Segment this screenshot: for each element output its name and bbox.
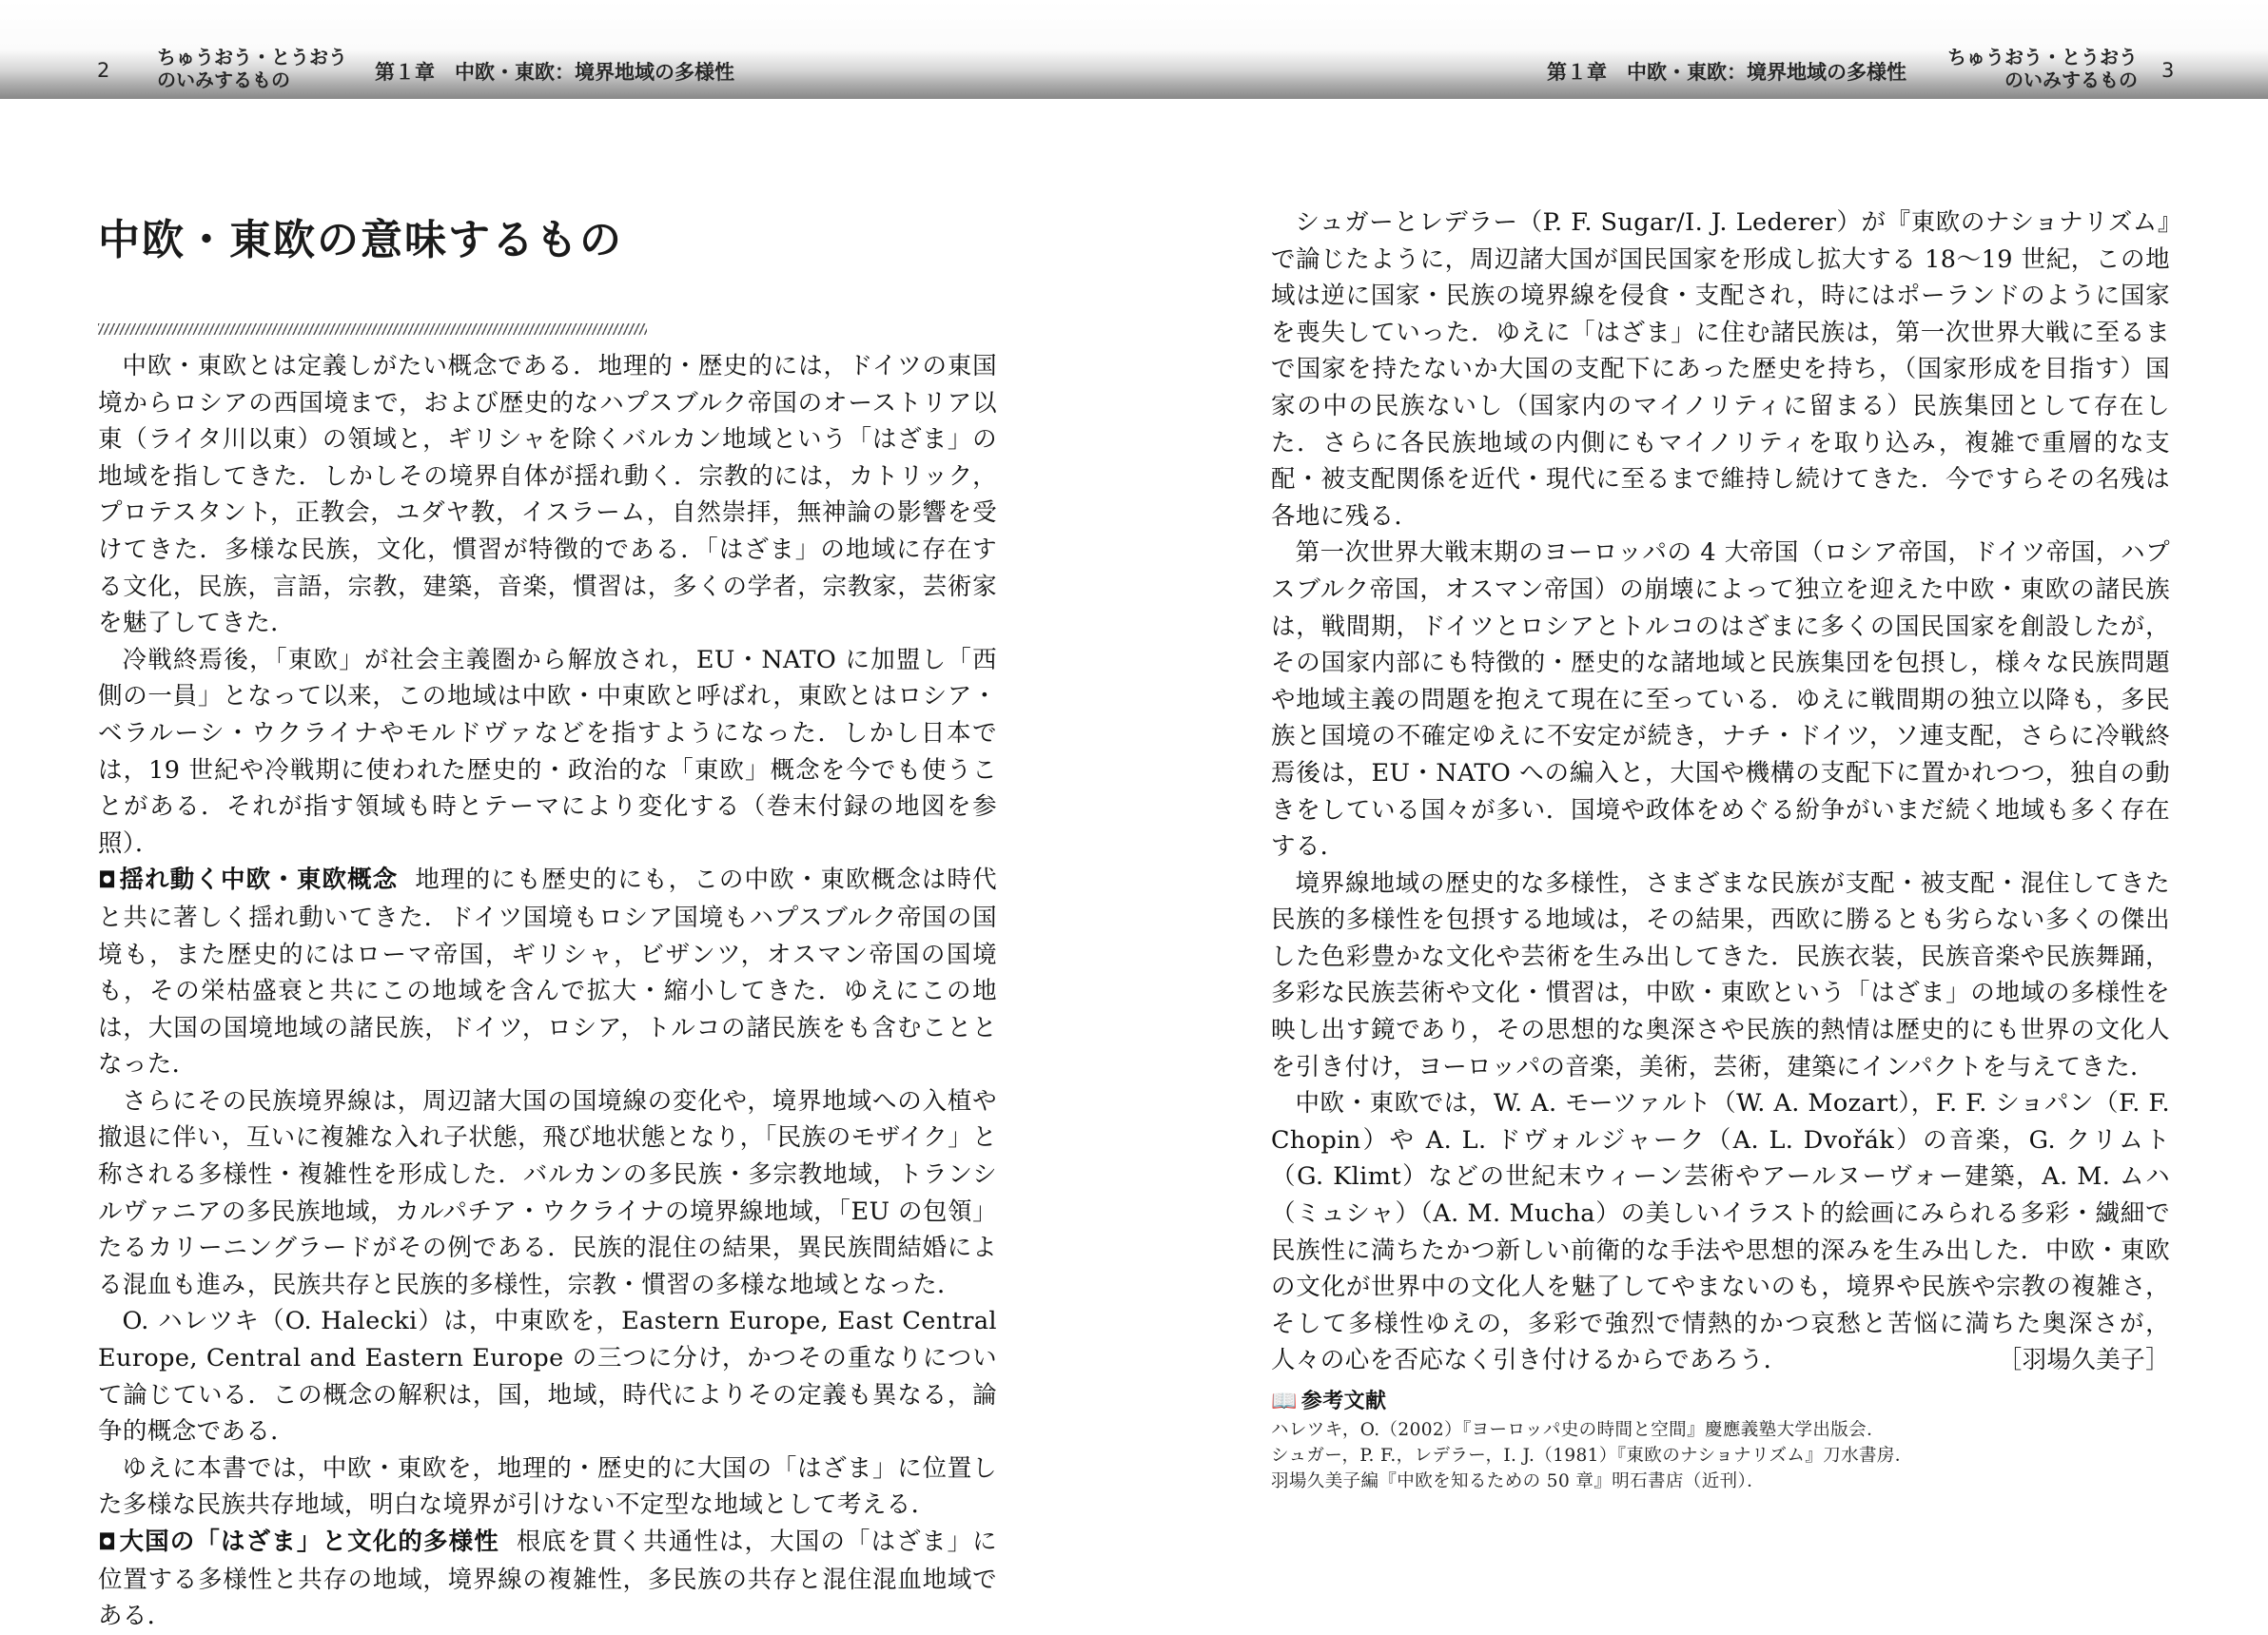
- section-1-heading: [98, 866, 398, 894]
- right-paragraph-3: 境界線地域の歴史的な多様性，さまざまな民族が支配・被支配・混住してきた民族的多様性を包摂する地域は，その結果，西欧に勝るとも劣らない多くの傑出した色彩豊かな文化や芸術を生み出してきた．民族衣装，民族音楽や民族舞踊，多彩な民族芸術や文化・慣習は，中欧・東欧という「はざま」の地域の多様性を映し出す鏡であり，その思想的な奥深さや民族的熱情は歴史的にも世界の文化人を引き付け，ヨーロッパの音楽，美術，芸術，建築にインパクトを与えてきた．: [1271, 868, 2170, 1081]
- right-paragraph-4: [1271, 1085, 2170, 1379]
- left-body-column: [98, 348, 997, 1635]
- right-running-header: [1134, 0, 2268, 99]
- right-header-chapter: 第１章 中欧・東欧：境界地域の多様性: [1547, 61, 1906, 84]
- left-header-chapter: 第１章 中欧・東欧：境界地域の多様性: [375, 61, 734, 84]
- references-heading: [1271, 1387, 2170, 1417]
- left-page-number: 2: [97, 59, 110, 82]
- right-header-hiragana-line2: のいみするもの: [2004, 68, 2138, 91]
- left-paragraph-3: さらにその民族境界線は，周辺諸大国の国境線の変化や，境界地域への入植や撤退に伴い，互いに複雑な入れ子状態，飛び地状態となり，「民族のモザイク」と称される多様性・複雑性を形成した．バルカンの多民族・多宗教地域，トランシルヴァニアの多民族地域，カルパチア・ウクライナの境界線地域，「EU の包領」たるカリーニングラードがその例である．民族的混住の結果，異民族間結婚による混血も進み，民族共存と民族的多様性，宗教・慣習の多様な地域となった．: [98, 1086, 997, 1299]
- right-header-hiragana: [1919, 46, 2138, 91]
- title-hatch-rule: [98, 323, 647, 335]
- right-page-number: 3: [2161, 59, 2175, 82]
- section-1: [98, 862, 997, 1083]
- right-body-column: [1271, 204, 2170, 1494]
- section-2-heading-text: 大国の「はざま」と文化的多様性: [118, 1528, 499, 1556]
- reference-item: シュガー，P. F.，レデラー，I. J.（1981）『東欧のナショナリズム』刀水書房．: [1271, 1446, 1913, 1466]
- section-1-heading-text: 揺れ動く中欧・東欧概念: [118, 866, 399, 895]
- right-header-hiragana-line1: ちゅうおう・とうおう: [1947, 46, 2138, 68]
- article-title: 中欧・東欧の意味するもの: [98, 216, 623, 264]
- references-section: [1271, 1387, 2170, 1494]
- section-1-text: 地理的にも歴史的にも，この中欧・東欧概念は時代と共に著しく揺れ動いてきた．ドイツ国境もロシア国境もハプスブルク帝国の国境も，また歴史的にはローマ帝国，ギリシャ，ビザンツ，オスマン帝国の国境も，その栄枯盛衰と共にこの地域を含んで拡大・縮小してきた．ゆえにこの地は，大国の国境地域の諸民族，ドイツ，ロシア，トルコの諸民族をも含むこととなった．: [98, 866, 997, 1080]
- right-paragraph-1: シュガーとレデラー（P. F. Sugar/I. J. Lederer）が『東欧のナショナリズム』で論じたように，周辺諸大国が国民国家を形成し拡大する 18〜19 世紀，この地域は逆に国家・民族の境界線を侵食・支配され，時にはポーランドのように国家を喪失していった．ゆえに「はざま」に住む諸民族は，第一次世界大戦に至るまで国家を持たないか大国の支配下にあった歴史を持ち，（国家形成を目指す）国家の中の民族ないし（国家内のマイノリティに留まる）民族集団として存在した．さらに各民族地域の内側にもマイノリティを取り込み，複雑で重層的な支配・被支配関係を近代・現代に至るまで維持し続けてきた．今ですらその名残は各地に残る．: [1271, 208, 2171, 531]
- left-paragraph-4: O. ハレツキ（O. Halecki）は，中東欧を，Eastern Europe, East Central Europe, Central and Eastern Europe の三つに分け，かつその重なりについて論じている．この概念の解釈は，国，地域，時代によりその定義も異なる，論争的概念である．: [98, 1307, 997, 1447]
- author-credit: ［羽場久美子］: [1997, 1346, 2170, 1375]
- right-paragraph-2: 第一次世界大戦末期のヨーロッパの 4 大帝国（ロシア帝国，ドイツ帝国，ハプスブルク帝国，オスマン帝国）の崩壊によって独立を迎えた中欧・東欧の諸民族は，戦間期，ドイツとロシアとトルコのはざまに多くの国民国家を創設したが，その国家内部にも特徴的・歴史的な諸地域と民族集団を包摂し，様々な民族問題や地域主義の問題を抱えて現在に至っている．ゆえに戦間期の独立以降も，多民族と国境の不確定ゆえに不安定が続き，ナチ・ドイツ，ソ連支配，さらに冷戦終焉後は，EU・NATO への編入と，大国や機構の支配下に置かれつつ，独自の動きをしている国々が多い．国境や政体をめぐる紛争がいまだ続く地域も多く存在する．: [1271, 538, 2170, 862]
- references-heading-text: 参考文献: [1300, 1390, 1387, 1413]
- section-2: [98, 1524, 997, 1635]
- left-paragraph-1: 中欧・東欧とは定義しがたい概念である．地理的・歴史的には，ドイツの東国境からロシアの西国境まで，および歴史的なハプスブルク帝国のオーストリア以東（ライタ川以東）の領域と，ギリシャを除くバルカン地域という「はざま」の地域を指してきた．しかしその境界自体が揺れ動く．宗教的には，カトリック，プロテスタント，正教会，ユダヤ教，イスラーム，自然崇拝，無神論の影響を受けてきた．多様な民族，文化，慣習が特徴的である．「はざま」の地域に存在する文化，民族，言語，宗教，建築，音楽，慣習は，多くの学者，宗教家，芸術家を魅了してきた．: [98, 352, 997, 638]
- left-paragraph-2: 冷戦終焉後，「東欧」が社会主義圏から解放され，EU・NATO に加盟し「西側の一員」となって以来，この地域は中欧・中東欧と呼ばれ，東欧とはロシア・ベラルーシ・ウクライナやモルドヴァなどを指すようになった．しかし日本では，19 世紀や冷戦期に使われた歴史的・政治的な「東欧」概念を今でも使うことがある．それが指す領域も時とテーマにより変化する（巻末付録の地図を参照）．: [98, 645, 997, 858]
- reference-item: ハレツキ，O.（2002）『ヨーロッパ史の時間と空間』慶應義塾大学出版会．: [1271, 1420, 1885, 1440]
- left-header-hiragana-line2: のいみするもの: [157, 68, 290, 91]
- square-diamond-icon: ◘: [98, 868, 117, 894]
- section-2-text: 根底を貫く共通性は，大国の「はざま」に位置する多様性と共存の地域，境界線の複雑性，多民族の共存と混住混血地域である．: [98, 1528, 997, 1631]
- left-header-hiragana-line1: ちゅうおう・とうおう: [157, 46, 347, 68]
- reference-item: 羽場久美子編『中欧を知るための 50 章』明石書店（近刊）．: [1271, 1471, 1766, 1491]
- left-paragraph-5: ゆえに本書では，中欧・東欧を，地理的・歴史的に大国の「はざま」に位置した多様な民族共存地域，明白な境界が引けない不定型な地域として考える．: [98, 1453, 997, 1520]
- square-diamond-icon: ◘: [98, 1530, 117, 1555]
- section-2-heading: [98, 1528, 499, 1556]
- left-header-hiragana: [157, 46, 347, 91]
- book-icon: 📖: [1271, 1390, 1298, 1413]
- left-running-header: [0, 0, 1134, 99]
- right-paragraph-4-text: 中欧・東欧では，W. A. モーツァルト（W. A. Mozart），F. F. ショパン（F. F. Chopin）や A. L. ドヴォルジャーク（A. L. Dvořák）の音楽，G. クリムト（G. Klimt）などの世紀末ウィーン芸術やアールヌーヴォー建築，A. M. ムハ（ミュシャ）（A. M. Mucha）の美しいイラスト的絵画にみられる多彩・繊細で民族性に満ちたかつ新しい前衛的な手法や思想的深みを生み出した．中欧・東欧の文化が世界中の文化人を魅了してやまないのも，境界や民族や宗教の複雑さ，そして多様性ゆえの，多彩で強烈で情熱的かつ哀愁と苦悩に満ちた奥深さが，人々の心を否応なく引き付けるからであろう．: [1271, 1089, 2170, 1375]
